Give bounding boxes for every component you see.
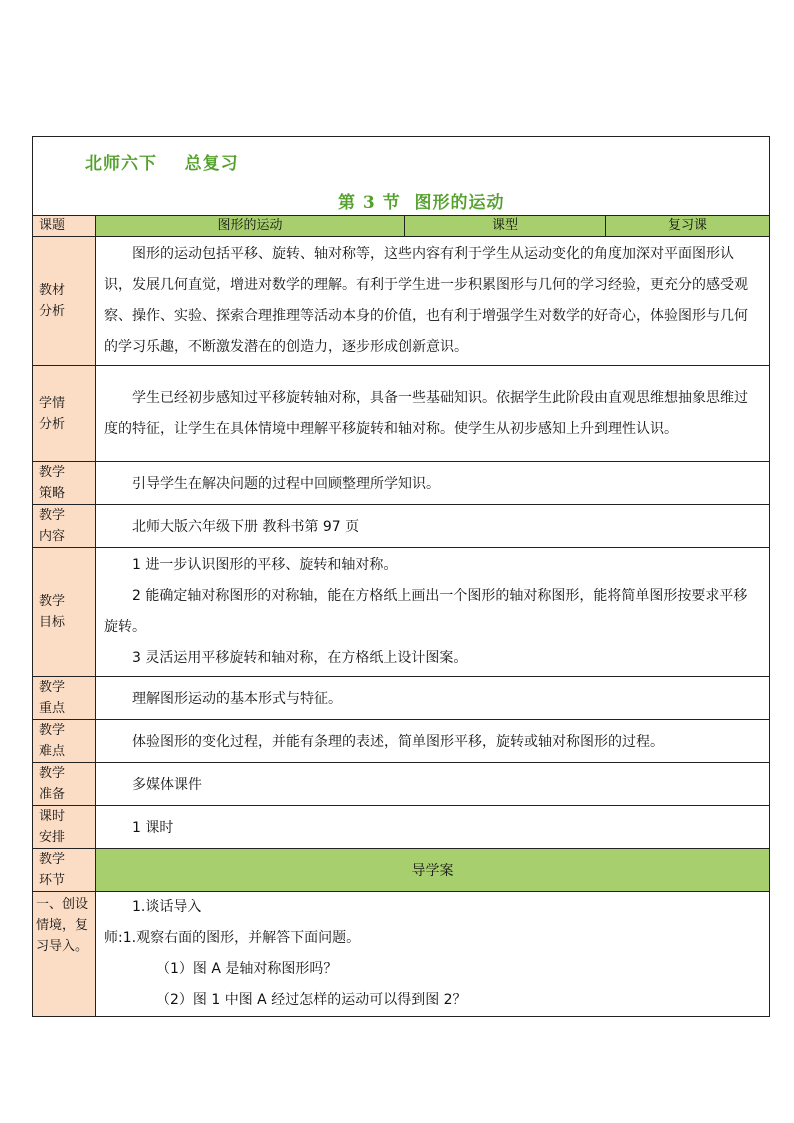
hours-text: 1 课时 (96, 806, 770, 849)
prep-row (33, 763, 770, 806)
intro-line: 1.谈话导入 (132, 899, 202, 915)
intro-line: （2）图 1 中图 A 经过怎样的运动可以得到图 2？ (156, 992, 467, 1008)
goals-label: 教学 目标 (33, 548, 96, 677)
content-label: 教学 内容 (33, 505, 96, 548)
topic-row (33, 216, 770, 237)
textbook-analysis-row (33, 237, 770, 366)
lead-sheet-header: 导学案 (96, 849, 770, 892)
intro-line: 师:1.观察右面的图形，并解答下面问题。 (104, 930, 361, 946)
goal-item: 3 灵活运用平移旋转和轴对称，在方格纸上设计图案。 (132, 650, 468, 666)
title-row (33, 137, 770, 216)
goal-item: 2 能确定轴对称图形的对称轴，能在方格纸上画出一个图形的轴对称图形，能将简单图形按要求平移旋转。 (104, 588, 748, 635)
goals-row (33, 548, 770, 677)
learner-analysis-row (33, 366, 770, 462)
title-cell (33, 137, 770, 216)
stage-label: 教学 环节 (33, 849, 96, 892)
textbook-analysis-cell (96, 237, 770, 366)
strategy-label: 教学 策略 (33, 462, 96, 505)
difficulty-row (33, 720, 770, 763)
strategy-row (33, 462, 770, 505)
strategy-text: 引导学生在解决问题的过程中回顾整理所学知识。 (96, 462, 770, 505)
difficulty-text: 体验图形的变化过程，并能有条理的表述，简单图形平移，旋转或轴对称图形的过程。 (96, 720, 770, 763)
series-title: 北师六下 总复习 (85, 154, 239, 174)
prep-label: 教学 准备 (33, 763, 96, 806)
key-point-label: 教学 重点 (33, 677, 96, 720)
prep-text: 多媒体课件 (96, 763, 770, 806)
intro-stage-label: 一、创设情境，复习导入。 (33, 892, 96, 1017)
goals-cell (96, 548, 770, 677)
intro-row (33, 892, 770, 1017)
content-row (33, 505, 770, 548)
difficulty-label: 教学 难点 (33, 720, 96, 763)
textbook-analysis-text: 图形的运动包括平移、旋转、轴对称等，这些内容有利于学生从运动变化的角度加深对平面图形认识，发展几何直觉，增进对数学的理解。有利于学生进一步积累图形与几何的学习经验，更充分的感受观察、操作、实验、探索合理推理等活动本身的价值，也有利于增强学生对数学的好奇心，体验图形与几何的学习乐趣，不断激发潜在的创造力，逐步形成创新意识。 (104, 246, 748, 355)
intro-cell (96, 892, 770, 1017)
learner-analysis-label: 学情 分析 (33, 366, 96, 462)
content-text: 北师大版六年级下册 教科书第 97 页 (96, 505, 770, 548)
type-label: 课型 (405, 216, 606, 237)
intro-line: （1）图 A 是轴对称图形吗？ (156, 961, 338, 977)
key-point-row (33, 677, 770, 720)
stage-header-row (33, 849, 770, 892)
learner-analysis-text: 学生已经初步感知过平移旋转轴对称，具备一些基础知识。依据学生此阶段由直观思维想抽象思维过度的特征，让学生在具体情境中理解平移旋转和轴对称。使学生从初步感知上升到理性认识。 (104, 389, 748, 437)
type-value: 复习课 (606, 216, 770, 237)
textbook-analysis-label: 教材 分析 (33, 237, 96, 366)
topic-label: 课题 (33, 216, 96, 237)
learner-analysis-cell (96, 366, 770, 462)
lesson-plan-table (32, 136, 770, 1017)
hours-label: 课时 安排 (33, 806, 96, 849)
section-title: 第 3 节 图形的运动 (338, 193, 505, 213)
topic-value: 图形的运动 (96, 216, 405, 237)
hours-row (33, 806, 770, 849)
goal-item: 1 进一步认识图形的平移、旋转和轴对称。 (132, 557, 398, 573)
key-point-text: 理解图形运动的基本形式与特征。 (96, 677, 770, 720)
